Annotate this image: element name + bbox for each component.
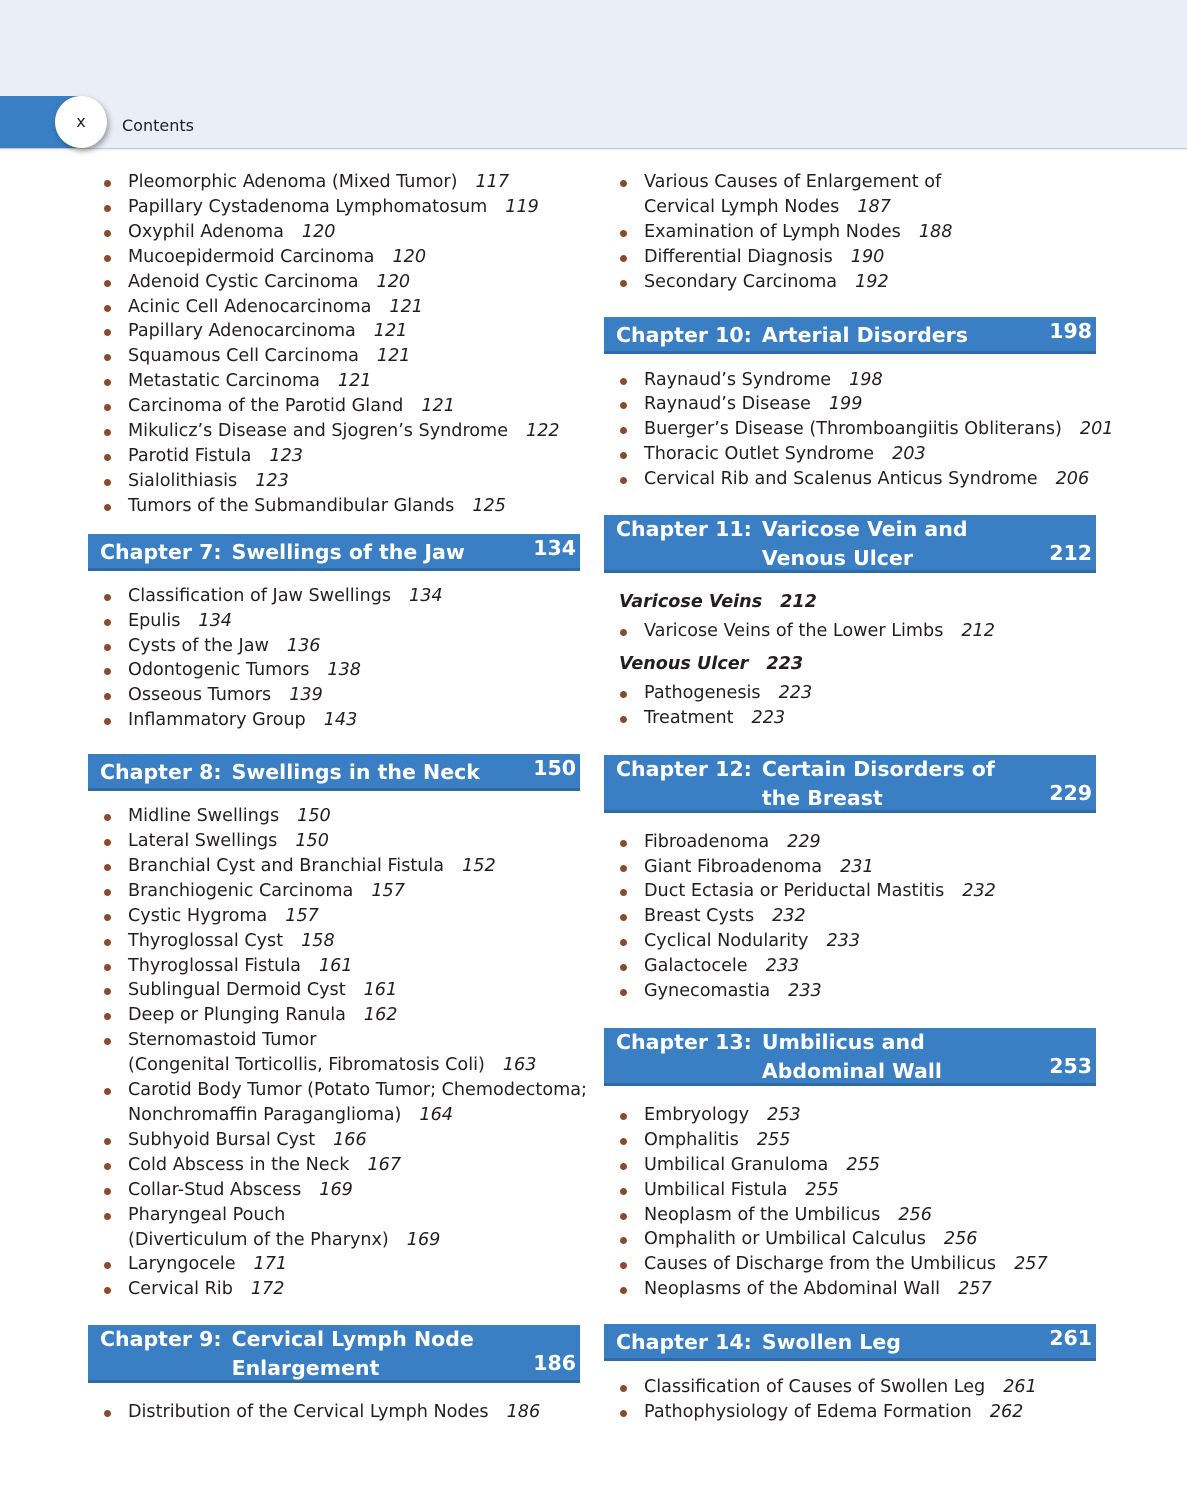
entry-list <box>604 170 1096 295</box>
toc-entry[interactable]: Pathogenesis 223 <box>604 681 1096 706</box>
toc-entry[interactable]: Carotid Body Tumor (Potato Tumor; Chemodectoma; Nonchromaffin Paraganglioma) 164 <box>88 1078 580 1128</box>
toc-entry[interactable]: Gynecomastia 233 <box>604 979 1096 1004</box>
toc-entry[interactable]: Examination of Lymph Nodes 188 <box>604 220 1096 245</box>
chapter-14-heading[interactable]: Chapter 14: Swollen Leg 261 <box>604 1324 1096 1361</box>
entry-list <box>604 368 1114 493</box>
page-number-badge: x <box>55 96 107 148</box>
toc-entry[interactable]: Classification of Jaw Swellings 134 <box>88 584 580 609</box>
entry-list <box>88 1400 580 1425</box>
toc-entry[interactable]: Subhyoid Bursal Cyst 166 <box>88 1128 580 1153</box>
toc-entry[interactable]: Secondary Carcinoma 192 <box>604 270 1096 295</box>
toc-entry[interactable]: Neoplasms of the Abdominal Wall 257 <box>604 1277 1096 1302</box>
toc-entry[interactable]: Pleomorphic Adenoma (Mixed Tumor) 117 <box>88 170 580 195</box>
right-column <box>604 170 1114 1425</box>
toc-entry[interactable]: Omphalith or Umbilical Calculus 256 <box>604 1227 1096 1252</box>
chapter-13-heading[interactable]: Chapter 13: Umbilicus and Abdominal Wall 253 <box>604 1028 1096 1086</box>
entry-list <box>604 1375 1096 1425</box>
toc-entry[interactable]: Varicose Veins of the Lower Limbs 212 <box>604 619 1096 644</box>
chapter-8-heading[interactable]: Chapter 8: Swellings in the Neck 150 <box>88 754 580 791</box>
toc-entry[interactable]: Branchial Cyst and Branchial Fistula 152 <box>88 854 580 879</box>
chapter-9-heading[interactable]: Chapter 9: Cervical Lymph Node Enlargement 186 <box>88 1325 580 1383</box>
toc-entry[interactable]: Neoplasm of the Umbilicus 256 <box>604 1203 1096 1228</box>
entry-list <box>604 830 1096 1004</box>
toc-entry[interactable]: Adenoid Cystic Carcinoma 120 <box>88 270 580 295</box>
toc-entry[interactable]: Cervical Rib and Scalenus Anticus Syndrome 206 <box>604 467 1096 492</box>
toc-entry[interactable]: Thyroglossal Fistula 161 <box>88 954 580 979</box>
toc-entry[interactable]: Laryngocele 171 <box>88 1252 580 1277</box>
toc-entry[interactable]: Inflammatory Group 143 <box>88 708 580 733</box>
toc-entry[interactable]: Papillary Adenocarcinoma 121 <box>88 319 580 344</box>
toc-entry[interactable]: Galactocele 233 <box>604 954 1096 979</box>
toc-entry[interactable]: Collar-Stud Abscess 169 <box>88 1178 580 1203</box>
toc-entry[interactable]: Omphalitis 255 <box>604 1128 1096 1153</box>
entry-list <box>604 1103 1096 1302</box>
chapter-7-heading[interactable]: Chapter 7: Swellings of the Jaw 134 <box>88 534 580 571</box>
toc-entry[interactable]: Umbilical Fistula 255 <box>604 1178 1096 1203</box>
toc-entry[interactable]: Sialolithiasis 123 <box>88 469 580 494</box>
toc-entry[interactable]: Cystic Hygroma 157 <box>88 904 580 929</box>
toc-entry[interactable]: Oxyphil Adenoma 120 <box>88 220 580 245</box>
toc-entry[interactable]: Papillary Cystadenoma Lymphomatosum 119 <box>88 195 580 220</box>
toc-entry[interactable]: Tumors of the Submandibular Glands 125 <box>88 494 580 519</box>
toc-entry[interactable]: Distribution of the Cervical Lymph Nodes 186 <box>88 1400 580 1425</box>
toc-entry[interactable]: Various Causes of Enlargement of Cervical Lymph Nodes 187 <box>604 170 1096 220</box>
toc-entry[interactable]: Squamous Cell Carcinoma 121 <box>88 344 580 369</box>
toc-entry[interactable]: Sternomastoid Tumor (Congenital Torticollis, Fibromatosis Coli) 163 <box>88 1028 580 1078</box>
toc-entry[interactable]: Deep or Plunging Ranula 162 <box>88 1003 580 1028</box>
toc-entry[interactable]: Odontogenic Tumors 138 <box>88 658 580 683</box>
toc-entry[interactable]: Mikulicz’s Disease and Sjogren’s Syndrome 122 <box>88 419 580 444</box>
chapter-12-heading[interactable]: Chapter 12: Certain Disorders of the Breast 229 <box>604 755 1096 813</box>
toc-entry[interactable]: Cold Abscess in the Neck 167 <box>88 1153 580 1178</box>
toc-entry[interactable]: Giant Fibroadenoma 231 <box>604 855 1096 880</box>
toc-entry[interactable]: Cervical Rib 172 <box>88 1277 580 1302</box>
entry-list <box>604 681 1096 731</box>
toc-entry[interactable]: Duct Ectasia or Periductal Mastitis 232 <box>604 879 1096 904</box>
toc-entry[interactable]: Cyclical Nodularity 233 <box>604 929 1096 954</box>
toc-entry[interactable]: Midline Swellings 150 <box>88 804 580 829</box>
toc-entry[interactable]: Epulis 134 <box>88 609 580 634</box>
entry-list <box>88 584 580 733</box>
subsection-heading[interactable]: Varicose Veins 212 <box>619 592 817 613</box>
toc-entry[interactable]: Branchiogenic Carcinoma 157 <box>88 879 580 904</box>
toc-entry[interactable]: Metastatic Carcinoma 121 <box>88 369 580 394</box>
toc-entry[interactable]: Thoracic Outlet Syndrome 203 <box>604 442 1096 467</box>
toc-entry[interactable]: Cysts of the Jaw 136 <box>88 634 580 659</box>
entry-list <box>88 170 580 519</box>
toc-entry[interactable]: Mucoepidermoid Carcinoma 120 <box>88 245 580 270</box>
toc-entry[interactable]: Treatment 223 <box>604 706 1096 731</box>
toc-entry[interactable]: Classification of Causes of Swollen Leg 261 <box>604 1375 1096 1400</box>
toc-entry[interactable]: Thyroglossal Cyst 158 <box>88 929 580 954</box>
toc-entry[interactable]: Raynaud’s Syndrome 198 <box>604 368 1096 393</box>
chapter-11-heading[interactable]: Chapter 11: Varicose Vein and Venous Ulcer 212 <box>604 515 1096 573</box>
toc-entry[interactable]: Sublingual Dermoid Cyst 161 <box>88 978 580 1003</box>
toc-entry[interactable]: Pharyngeal Pouch (Diverticulum of the Pharynx) 169 <box>88 1203 580 1253</box>
running-title: Contents <box>122 116 194 135</box>
left-column <box>88 170 587 1425</box>
toc-entry[interactable]: Differential Diagnosis 190 <box>604 245 1096 270</box>
toc-entry[interactable]: Umbilical Granuloma 255 <box>604 1153 1096 1178</box>
entry-list <box>88 804 587 1302</box>
toc-entry[interactable]: Acinic Cell Adenocarcinoma 121 <box>88 295 580 320</box>
toc-entry[interactable]: Pathophysiology of Edema Formation 262 <box>604 1400 1096 1425</box>
toc-entry[interactable]: Embryology 253 <box>604 1103 1096 1128</box>
toc-entry[interactable]: Raynaud’s Disease 199 <box>604 392 1096 417</box>
toc-entry[interactable]: Lateral Swellings 150 <box>88 829 580 854</box>
toc-entry[interactable]: Parotid Fistula 123 <box>88 444 580 469</box>
toc-entry[interactable]: Buerger’s Disease (Thromboangiitis Obliterans) 201 <box>604 417 1096 442</box>
toc-entry[interactable]: Causes of Discharge from the Umbilicus 257 <box>604 1252 1096 1277</box>
subsection-heading[interactable]: Venous Ulcer 223 <box>619 653 804 674</box>
entry-list <box>604 619 1096 644</box>
chapter-10-heading[interactable]: Chapter 10: Arterial Disorders 198 <box>604 317 1096 354</box>
toc-entry[interactable]: Breast Cysts 232 <box>604 904 1096 929</box>
toc-entry[interactable]: Fibroadenoma 229 <box>604 830 1096 855</box>
toc-entry[interactable]: Carcinoma of the Parotid Gland 121 <box>88 394 580 419</box>
toc-entry[interactable]: Osseous Tumors 139 <box>88 683 580 708</box>
